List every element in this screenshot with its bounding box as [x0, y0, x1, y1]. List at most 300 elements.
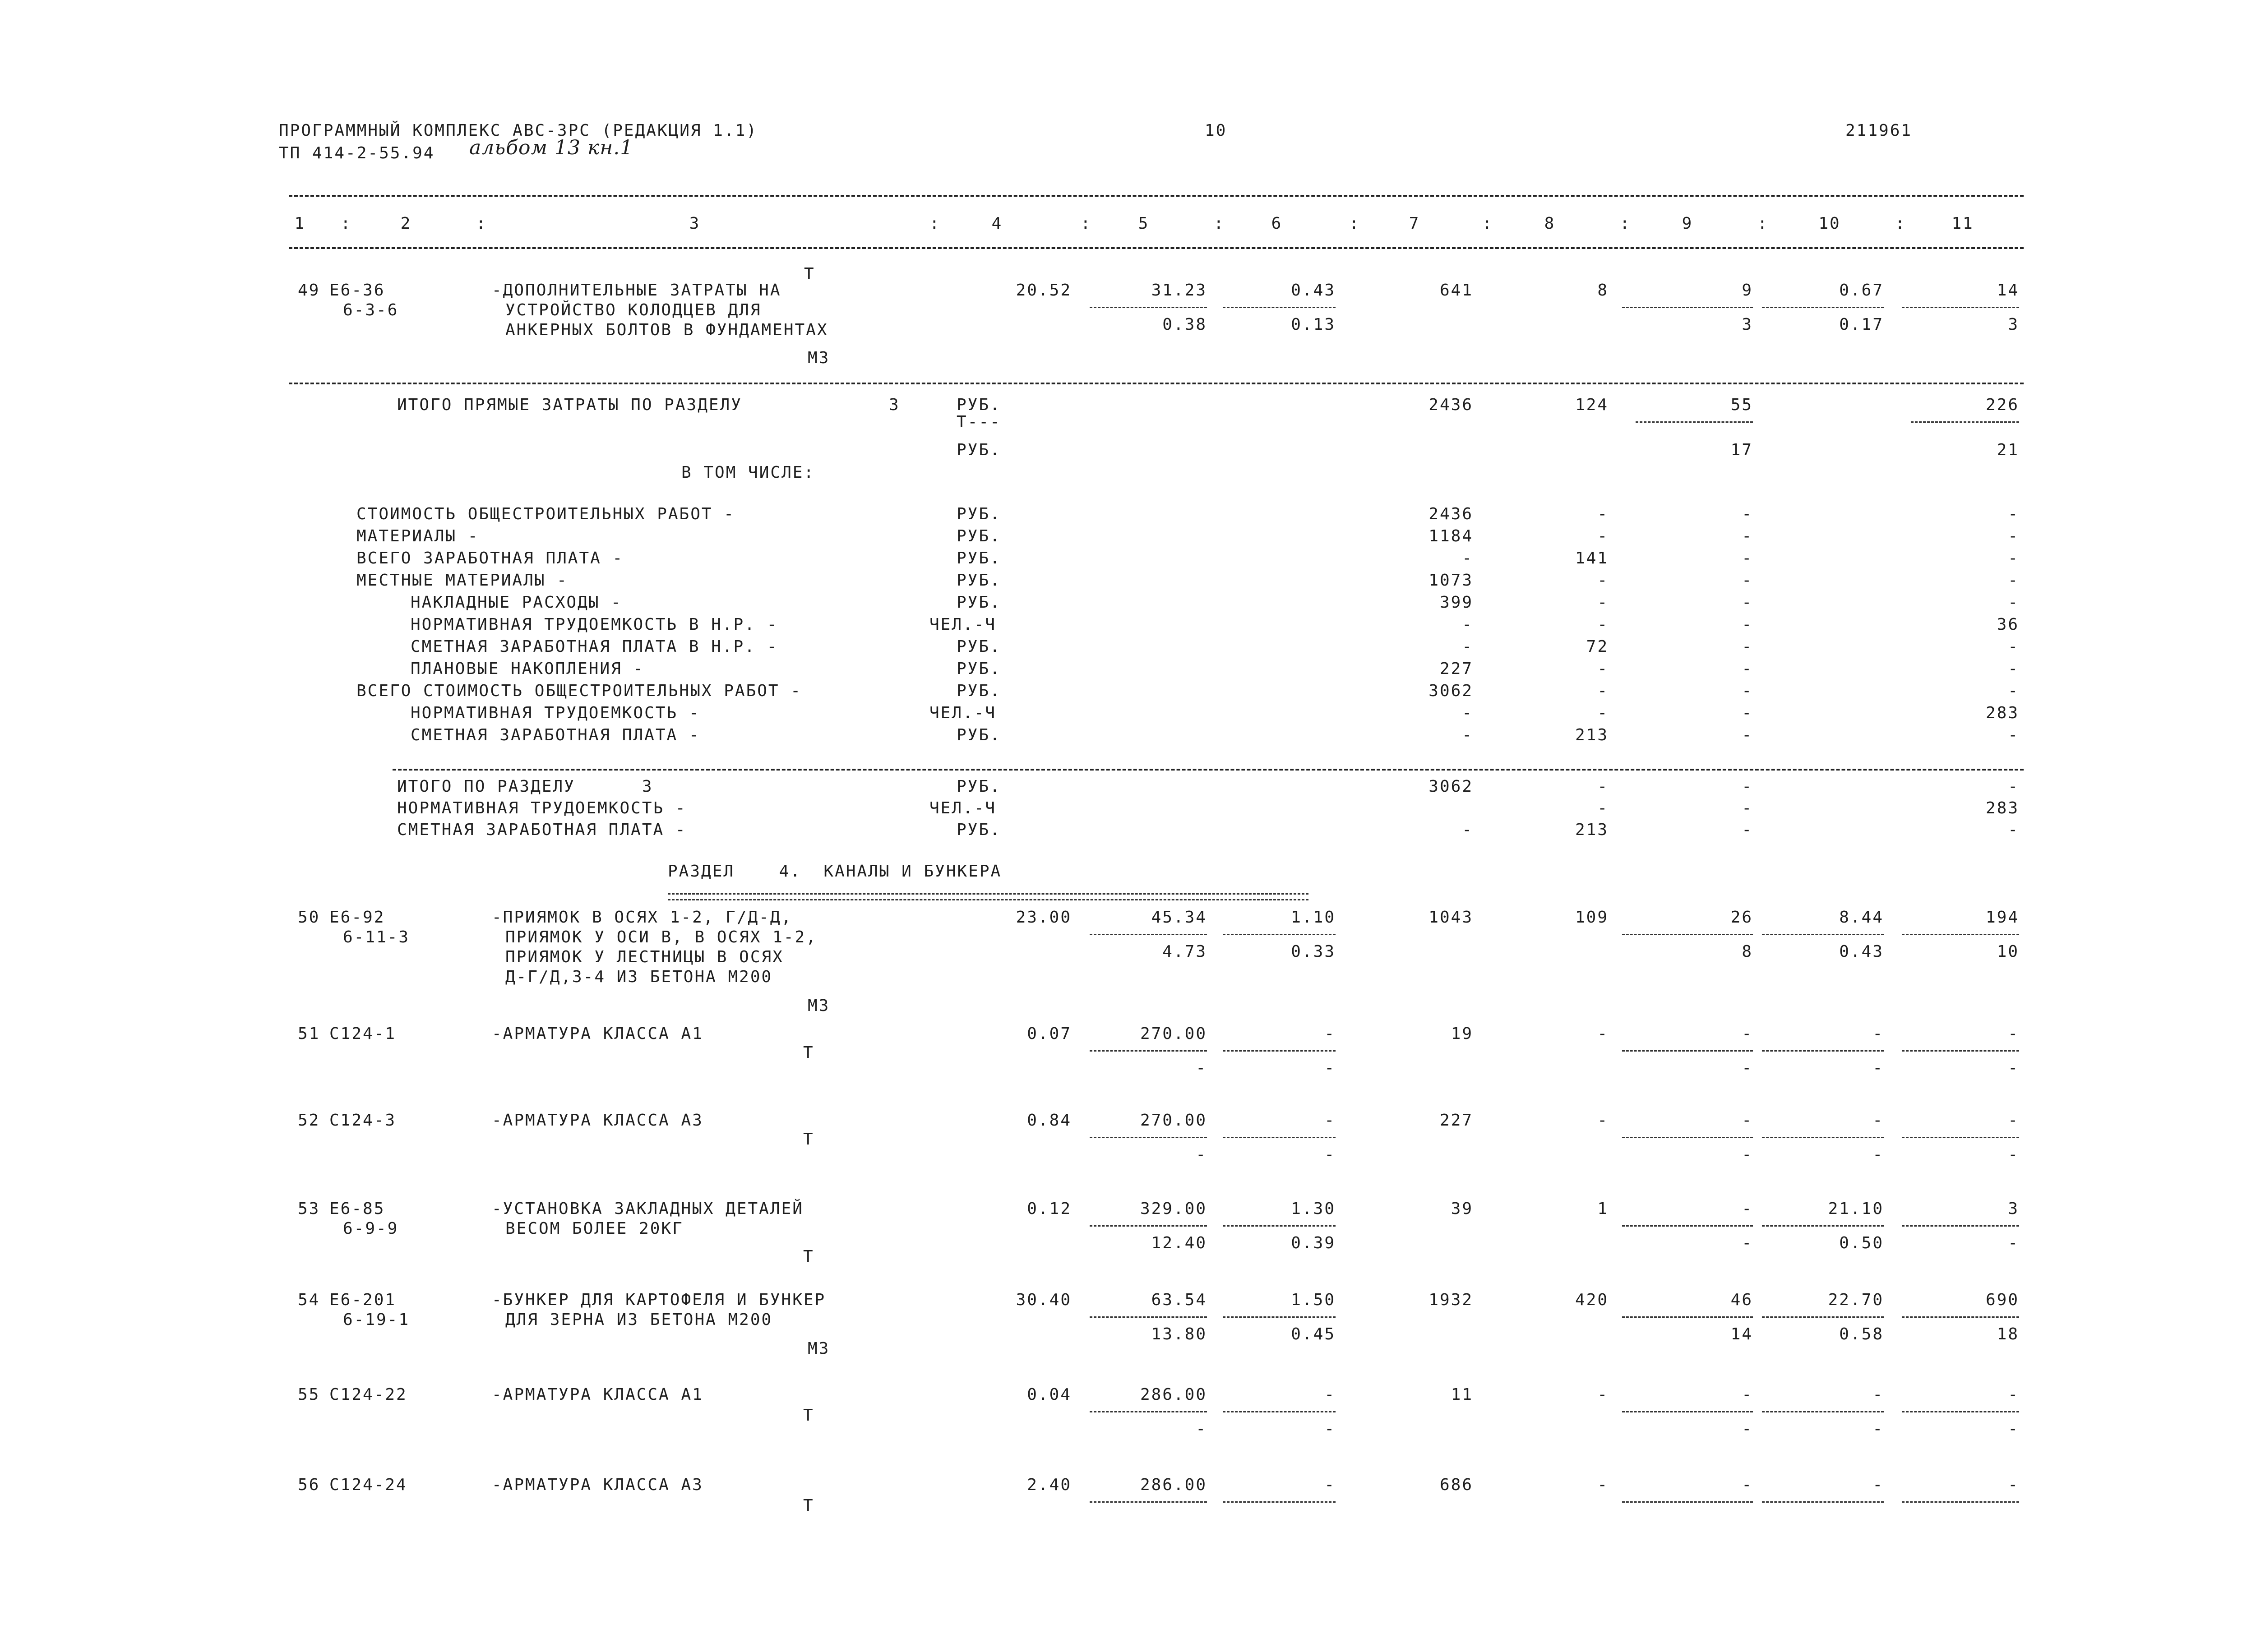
row-number: 49 — [298, 281, 320, 300]
work-description: -ПРИЯМОК В ОСЯХ 1-2, Г/Д-Д, — [492, 908, 793, 927]
unit-cost: 31.23 — [1151, 281, 1207, 300]
unit: М3 — [808, 349, 830, 367]
column-header-1: 1 — [294, 214, 306, 233]
total-wage: 213 — [1575, 726, 1609, 744]
work-description: ПРИЯМОК У ОСИ В, В ОСЯХ 1-2, — [505, 928, 817, 946]
total-cost: - — [1462, 821, 1473, 839]
unit-top-mark: Т — [804, 265, 815, 283]
column-separator: : — [1895, 214, 1906, 233]
unit: РУБ. — [957, 637, 1001, 656]
labour-norm: 22.70 — [1828, 1291, 1884, 1309]
unit-machine-wage: - — [1196, 1059, 1207, 1077]
c9-underline — [1622, 1411, 1753, 1412]
summary-label: ВСЕГО СТОИМОСТЬ ОБЩЕСТРОИТЕЛЬНЫХ РАБОТ - — [356, 682, 802, 700]
total-wage: 213 — [1575, 821, 1609, 839]
summary-label: НОРМАТИВНАЯ ТРУДОЕМКОСТЬ - — [411, 704, 700, 722]
c6-underline — [1223, 1411, 1336, 1412]
software-title: ПРОГРАММНЫЙ КОМПЛЕКС АВС-3РС (РЕДАКЦИЯ 1.1) — [279, 121, 758, 140]
total-wage: 124 — [1575, 396, 1609, 414]
machine-cost: - — [1742, 549, 1753, 568]
price-code: 6-11-3 — [343, 928, 410, 946]
row-number: 54 — [298, 1291, 320, 1309]
price-code: 6-19-1 — [343, 1311, 410, 1329]
column-separator: : — [341, 214, 352, 233]
unit: М3 — [808, 997, 830, 1015]
c5-underline — [1090, 1225, 1207, 1227]
machinist-wage: 8 — [1742, 942, 1753, 961]
unit: Т — [803, 1247, 814, 1266]
total-cost: 39 — [1451, 1200, 1473, 1218]
machinist-norm: 0.43 — [1839, 942, 1884, 961]
machine-cost: 9 — [1742, 281, 1753, 300]
unit-machine-wage-b: - — [1324, 1420, 1336, 1438]
total-cost: 3062 — [1428, 777, 1473, 796]
c5-underline — [1090, 1137, 1207, 1138]
machine-cost: - — [1742, 1111, 1753, 1130]
c11-underline — [1902, 1137, 2019, 1138]
summary-label: ПЛАНОВЫЕ НАКОПЛЕНИЯ - — [411, 660, 645, 678]
section-total-label: СМЕТНАЯ ЗАРАБОТНАЯ ПЛАТА - — [397, 821, 687, 839]
norm-code: С124-3 — [329, 1111, 397, 1130]
column-separator: : — [929, 214, 941, 233]
work-description: ПРИЯМОК У ЛЕСТНИЦЫ В ОСЯХ — [505, 948, 784, 966]
unit: Т — [803, 1043, 814, 1062]
c5-underline — [1090, 1316, 1207, 1318]
norm-code: Е6-85 — [329, 1200, 385, 1218]
total-cost: 1932 — [1428, 1291, 1473, 1309]
machinist-total: - — [2008, 1145, 2019, 1164]
unit: РУБ. — [957, 593, 1001, 612]
c9-underline — [1622, 1137, 1753, 1138]
row-number: 55 — [298, 1385, 320, 1404]
quantity: 23.00 — [1016, 908, 1072, 927]
total-cost: 686 — [1439, 1476, 1473, 1494]
unit-wage: - — [1324, 1385, 1336, 1404]
work-description: АНКЕРНЫХ БОЛТОВ В ФУНДАМЕНТАХ — [505, 321, 828, 339]
machine-cost: - — [1742, 1476, 1753, 1494]
labour-total: 14 — [1997, 281, 2019, 300]
labour-norm: - — [1872, 1024, 1884, 1043]
unit: Т — [803, 1406, 814, 1425]
total-wage: - — [1597, 1476, 1609, 1494]
c10-underline — [1762, 1137, 1884, 1138]
column-header-11: 11 — [1951, 214, 1974, 233]
summary-label: СМЕТНАЯ ЗАРАБОТНАЯ ПЛАТА В Н.Р. - — [411, 637, 778, 656]
total-wage: - — [1597, 505, 1609, 523]
work-description: УСТРОЙСТВО КОЛОДЦЕВ ДЛЯ — [505, 301, 762, 319]
column-separator: : — [1620, 214, 1631, 233]
c6-underline — [1223, 1316, 1336, 1318]
summary-end-rule — [393, 769, 2024, 771]
unit: РУБ. — [957, 821, 1001, 839]
machine-cost: - — [1742, 704, 1753, 722]
c10-underline — [1762, 1501, 1884, 1503]
labour-total: - — [2008, 1024, 2019, 1043]
labour-total: - — [2008, 726, 2019, 744]
unit-machine-wage-b: 0.33 — [1291, 942, 1336, 961]
unit-machine-wage: 13.80 — [1151, 1325, 1207, 1343]
total-wage: - — [1597, 1111, 1609, 1130]
column-header-8: 8 — [1544, 214, 1556, 233]
summary-label: СМЕТНАЯ ЗАРАБОТНАЯ ПЛАТА - — [411, 726, 700, 744]
total-cost: 2436 — [1428, 505, 1473, 523]
c10-underline — [1762, 307, 1884, 308]
c5-underline — [1090, 934, 1207, 935]
labour-total: - — [2008, 593, 2019, 612]
machinist-norm: - — [1872, 1145, 1884, 1164]
unit-machine-wage-b: 0.13 — [1291, 315, 1336, 334]
total-wage: - — [1597, 571, 1609, 590]
summary-label: ВСЕГО ЗАРАБОТНАЯ ПЛАТА - — [356, 549, 624, 568]
column-separator: : — [1757, 214, 1769, 233]
labour-total: - — [2008, 527, 2019, 545]
machine-cost: - — [1742, 821, 1753, 839]
labour-total: 36 — [1997, 615, 2019, 634]
norm-code: С124-22 — [329, 1385, 407, 1404]
quantity: 2.40 — [1027, 1476, 1072, 1494]
labour-norm: 8.44 — [1839, 908, 1884, 927]
total-cost: 1073 — [1428, 571, 1473, 590]
unit: РУБ. — [957, 505, 1001, 523]
total-cost: - — [1462, 704, 1473, 722]
unit: РУБ. — [957, 726, 1001, 744]
machinist-wage: 3 — [1742, 315, 1753, 334]
row-number: 53 — [298, 1200, 320, 1218]
machinist-total: 10 — [1997, 942, 2019, 961]
c11-underline — [1902, 1411, 2019, 1412]
total-wage: 1 — [1597, 1200, 1609, 1218]
labour-norm: - — [1872, 1385, 1884, 1404]
labour-total: 690 — [1985, 1291, 2019, 1309]
summary-label: НОРМАТИВНАЯ ТРУДОЕМКОСТЬ В Н.Р. - — [411, 615, 778, 634]
unit: Т — [803, 1130, 814, 1149]
total-cost: 641 — [1439, 281, 1473, 300]
c5-underline — [1090, 307, 1207, 308]
norm-code: С124-1 — [329, 1024, 397, 1043]
row-number: 52 — [298, 1111, 320, 1130]
labour-total: - — [2008, 637, 2019, 656]
work-description: -ДОПОЛНИТЕЛЬНЫЕ ЗАТРАТЫ НА — [492, 281, 781, 300]
column-separator: : — [1081, 214, 1092, 233]
labour-total: - — [2008, 1385, 2019, 1404]
section-title: РАЗДЕЛ 4. КАНАЛЫ И БУНКЕРА — [668, 862, 1002, 881]
labour-total: - — [2008, 571, 2019, 590]
machinist-wage: - — [1742, 1145, 1753, 1164]
section-number: 3 — [889, 396, 900, 414]
unit-dash: Т--- — [957, 413, 1001, 431]
labour-total: - — [2008, 821, 2019, 839]
summary-label: МАТЕРИАЛЫ - — [356, 527, 479, 545]
handwritten-note: альбом 13 кн.1 — [469, 136, 633, 159]
including-label: В ТОМ ЧИСЛЕ: — [681, 463, 815, 482]
machinist-norm: 0.58 — [1839, 1325, 1884, 1343]
machine-cost: - — [1742, 505, 1753, 523]
labour-total: - — [2008, 549, 2019, 568]
column-separator: : — [1214, 214, 1225, 233]
machine-cost: - — [1742, 799, 1753, 817]
c9-underline — [1622, 934, 1753, 935]
machine-cost: 46 — [1730, 1291, 1753, 1309]
unit-cost: 329.00 — [1140, 1200, 1207, 1218]
quantity: 0.84 — [1027, 1111, 1072, 1130]
unit: ЧЕЛ.-Ч — [929, 799, 997, 817]
unit-machine-wage-b: - — [1324, 1145, 1336, 1164]
unit: РУБ. — [957, 682, 1001, 700]
unit-wage: 1.50 — [1291, 1291, 1336, 1309]
machinist-wage: - — [1742, 1234, 1753, 1252]
machine-cost: - — [1742, 1200, 1753, 1218]
work-description: ДЛЯ ЗЕРНА ИЗ БЕТОНА М200 — [505, 1311, 773, 1329]
c11-underline — [1902, 1225, 2019, 1227]
labour-norm: - — [1872, 1111, 1884, 1130]
total-wage: 141 — [1575, 549, 1609, 568]
c9-underline — [1622, 1050, 1753, 1052]
unit-machine-wage-b: 0.39 — [1291, 1234, 1336, 1252]
total-wage: - — [1597, 1024, 1609, 1043]
total-wage: - — [1597, 593, 1609, 612]
machinist-wage: - — [1742, 1059, 1753, 1077]
work-description: -УСТАНОВКА ЗАКЛАДНЫХ ДЕТАЛЕЙ — [492, 1200, 804, 1218]
work-description: -АРМАТУРА КЛАССА А3 — [492, 1476, 703, 1494]
total-wage: - — [1597, 660, 1609, 678]
item49-end-rule — [289, 383, 2024, 384]
quantity: 20.52 — [1016, 281, 1072, 300]
machine-cost: - — [1742, 682, 1753, 700]
quantity: 0.04 — [1027, 1385, 1072, 1404]
c11-underline — [1902, 1501, 2019, 1503]
unit-cost: 286.00 — [1140, 1476, 1207, 1494]
unit-machine-wage: - — [1196, 1420, 1207, 1438]
total-cost: - — [1462, 637, 1473, 656]
unit-wage: 1.10 — [1291, 908, 1336, 927]
unit: ЧЕЛ.-Ч — [929, 704, 997, 722]
column-header-4: 4 — [991, 214, 1003, 233]
unit: ЧЕЛ.-Ч — [929, 615, 997, 634]
machine-cost: - — [1742, 1024, 1753, 1043]
unit-cost: 63.54 — [1151, 1291, 1207, 1309]
machinist-total: 21 — [1997, 441, 2019, 459]
unit-machine-wage-b: - — [1324, 1059, 1336, 1077]
column-header-6: 6 — [1271, 214, 1283, 233]
work-description: ВЕСОМ БОЛЕЕ 20КГ — [505, 1219, 684, 1238]
column-header-9: 9 — [1682, 214, 1693, 233]
machine-cost: - — [1742, 660, 1753, 678]
unit: РУБ. — [957, 660, 1001, 678]
machinist-wage: - — [1742, 1420, 1753, 1438]
c11-underline — [1902, 307, 2019, 308]
unit: М3 — [808, 1339, 830, 1358]
labour-total: 226 — [1985, 396, 2019, 414]
total-cost: 1184 — [1428, 527, 1473, 545]
labour-total: - — [2008, 1111, 2019, 1130]
section-total-label: ИТОГО ПО РАЗДЕЛУ 3 — [397, 777, 653, 796]
row-number: 51 — [298, 1024, 320, 1043]
labour-total: 283 — [1985, 799, 2019, 817]
labour-total: 194 — [1985, 908, 2019, 927]
c10-underline — [1762, 1050, 1884, 1052]
c11-underline — [1902, 934, 2019, 935]
total-cost: 3062 — [1428, 682, 1473, 700]
c9-underline — [1622, 307, 1753, 308]
project-code: ТП 414-2-55.94 — [279, 144, 435, 162]
c9-underline — [1636, 421, 1753, 423]
labour-total: - — [2008, 777, 2019, 796]
labour-total: 3 — [2008, 1200, 2019, 1218]
total-wage: 8 — [1597, 281, 1609, 300]
labour-norm: 21.10 — [1828, 1200, 1884, 1218]
c11-underline — [1902, 1316, 2019, 1318]
c6-underline — [1223, 307, 1336, 308]
labour-total: - — [2008, 505, 2019, 523]
c6-underline — [1223, 1137, 1336, 1138]
machine-cost: - — [1742, 1385, 1753, 1404]
total-cost: 399 — [1439, 593, 1473, 612]
unit-machine-wage: 12.40 — [1151, 1234, 1207, 1252]
summary-label: СТОИМОСТЬ ОБЩЕСТРОИТЕЛЬНЫХ РАБОТ - — [356, 505, 735, 523]
c6-underline — [1223, 1050, 1336, 1052]
unit: Т — [803, 1496, 814, 1515]
total-cost: 227 — [1439, 660, 1473, 678]
machine-cost: - — [1742, 593, 1753, 612]
unit: РУБ. — [957, 549, 1001, 568]
price-code: 6-9-9 — [343, 1219, 399, 1238]
machine-cost: - — [1742, 615, 1753, 634]
work-description: -АРМАТУРА КЛАССА А1 — [492, 1385, 703, 1404]
summary-label: НАКЛАДНЫЕ РАСХОДЫ - — [411, 593, 622, 612]
unit-machine-wage-b: 0.45 — [1291, 1325, 1336, 1343]
column-header-5: 5 — [1138, 214, 1150, 233]
c6-underline — [1223, 1225, 1336, 1227]
unit-machine-wage: 0.38 — [1162, 315, 1207, 334]
total-wage: - — [1597, 1385, 1609, 1404]
machinist-total: 3 — [2008, 315, 2019, 334]
total-cost: - — [1462, 549, 1473, 568]
total-cost: 227 — [1439, 1111, 1473, 1130]
labour-total: - — [2008, 1476, 2019, 1494]
total-cost: 2436 — [1428, 396, 1473, 414]
work-description: -АРМАТУРА КЛАССА А1 — [492, 1024, 703, 1043]
unit-wage: 0.43 — [1291, 281, 1336, 300]
machine-cost: - — [1742, 637, 1753, 656]
quantity: 30.40 — [1016, 1291, 1072, 1309]
header-bottom-rule — [289, 247, 2024, 249]
c10-underline — [1762, 934, 1884, 935]
labour-total: 283 — [1985, 704, 2019, 722]
c10-underline — [1762, 1316, 1884, 1318]
machinist-wage: 17 — [1730, 441, 1753, 459]
column-header-3: 3 — [689, 214, 701, 233]
header-top-rule — [289, 195, 2024, 197]
quantity: 0.12 — [1027, 1200, 1072, 1218]
machinist-total: - — [2008, 1059, 2019, 1077]
total-wage: - — [1597, 799, 1609, 817]
column-header-10: 10 — [1818, 214, 1841, 233]
c11-underline — [1911, 421, 2019, 423]
total-wage: 109 — [1575, 908, 1609, 927]
total-wage: - — [1597, 777, 1609, 796]
norm-code: Е6-36 — [329, 281, 385, 300]
machine-cost: - — [1742, 571, 1753, 590]
quantity: 0.07 — [1027, 1024, 1072, 1043]
unit-cost: 286.00 — [1140, 1385, 1207, 1404]
norm-code: Е6-201 — [329, 1291, 397, 1309]
c11-underline — [1902, 1050, 2019, 1052]
total-cost: - — [1462, 726, 1473, 744]
unit-machine-wage: - — [1196, 1145, 1207, 1164]
c5-underline — [1090, 1050, 1207, 1052]
row-number: 56 — [298, 1476, 320, 1494]
unit-wage: - — [1324, 1024, 1336, 1043]
column-header-7: 7 — [1409, 214, 1420, 233]
total-cost: 11 — [1451, 1385, 1473, 1404]
norm-code: С124-24 — [329, 1476, 407, 1494]
price-code: 6-3-6 — [343, 301, 399, 319]
unit-wage: - — [1324, 1476, 1336, 1494]
machinist-norm: - — [1872, 1059, 1884, 1077]
work-description: -АРМАТУРА КЛАССА А3 — [492, 1111, 703, 1130]
machinist-norm: 0.50 — [1839, 1234, 1884, 1252]
norm-code: Е6-92 — [329, 908, 385, 927]
machinist-total: - — [2008, 1234, 2019, 1252]
labour-norm: 0.67 — [1839, 281, 1884, 300]
machine-cost: - — [1742, 527, 1753, 545]
page-number: 10 — [1205, 121, 1227, 140]
labour-norm: - — [1872, 1476, 1884, 1494]
row-number: 50 — [298, 908, 320, 927]
unit: РУБ. — [957, 777, 1001, 796]
total-wage: - — [1597, 527, 1609, 545]
machinist-total: 18 — [1997, 1325, 2019, 1343]
machinist-wage: 14 — [1730, 1325, 1753, 1343]
unit-wage: 1.30 — [1291, 1200, 1336, 1218]
machine-cost: 26 — [1730, 908, 1753, 927]
total-wage: - — [1597, 615, 1609, 634]
c9-underline — [1622, 1501, 1753, 1503]
total-label: ИТОГО ПРЯМЫЕ ЗАТРАТЫ ПО РАЗДЕЛУ — [397, 396, 742, 414]
machine-cost: - — [1742, 777, 1753, 796]
total-cost: 1043 — [1428, 908, 1473, 927]
machinist-norm: - — [1872, 1420, 1884, 1438]
section-title-underline — [668, 893, 1308, 900]
work-description: Д-Г/Д,3-4 ИЗ БЕТОНА М200 — [505, 968, 773, 986]
labour-total: - — [2008, 682, 2019, 700]
machinist-total: - — [2008, 1420, 2019, 1438]
section-total-label: НОРМАТИВНАЯ ТРУДОЕМКОСТЬ - — [397, 799, 687, 817]
summary-label: МЕСТНЫЕ МАТЕРИАЛЫ - — [356, 571, 568, 590]
c5-underline — [1090, 1501, 1207, 1503]
total-wage: 72 — [1586, 637, 1609, 656]
unit: РУБ. — [957, 441, 1001, 459]
c6-underline — [1223, 934, 1336, 935]
column-separator: : — [1349, 214, 1360, 233]
machine-cost: - — [1742, 726, 1753, 744]
c5-underline — [1090, 1411, 1207, 1412]
total-wage: - — [1597, 704, 1609, 722]
document-code: 211961 — [1845, 121, 1913, 140]
total-wage: 420 — [1575, 1291, 1609, 1309]
column-header-2: 2 — [400, 214, 412, 233]
unit-cost: 270.00 — [1140, 1024, 1207, 1043]
labour-total: - — [2008, 660, 2019, 678]
c10-underline — [1762, 1411, 1884, 1412]
total-wage: - — [1597, 682, 1609, 700]
c9-underline — [1622, 1225, 1753, 1227]
unit: РУБ. — [957, 571, 1001, 590]
machine-cost: 55 — [1730, 396, 1753, 414]
work-description: -БУНКЕР ДЛЯ КАРТОФЕЛЯ И БУНКЕР — [492, 1291, 826, 1309]
column-separator: : — [476, 214, 487, 233]
total-cost: - — [1462, 615, 1473, 634]
